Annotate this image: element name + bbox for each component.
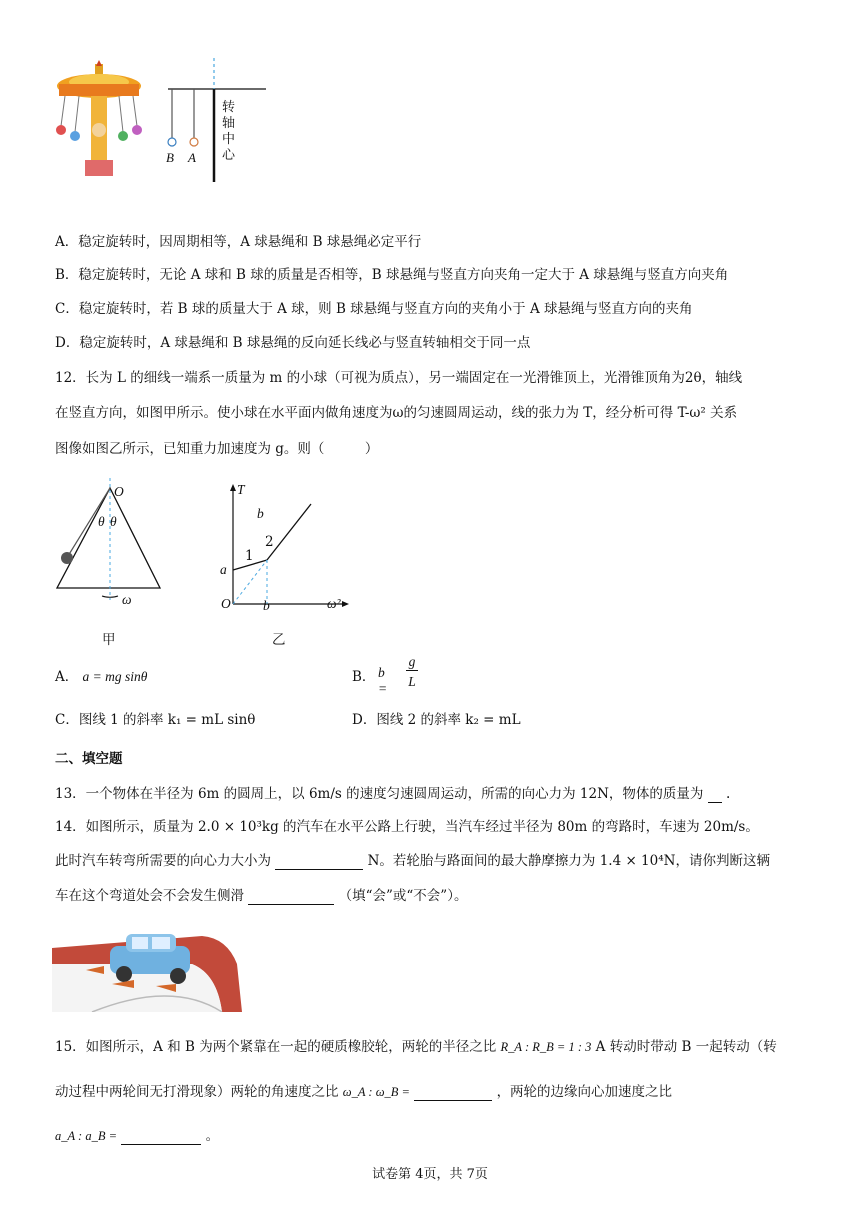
q13-text: 13．一个物体在半径为 6m 的圆周上，以 6m/s 的速度匀速圆周运动，所需的向心力为 12N，物体的质量为 [55, 786, 704, 802]
yi-label-b-top: b [257, 506, 264, 521]
q15-radius-ratio: R_A : R_B = 1 : 3 [500, 1040, 592, 1054]
q11-option-a: A．稳定旋转时，因周期相等，A 球悬绳和 B 球悬绳必定平行 [55, 234, 422, 250]
q14-line-3a: 车在这个弯道处会不会发生侧滑 [55, 888, 244, 904]
q14-force-blank[interactable] [275, 853, 363, 870]
q12-option-b-numerator: g [406, 654, 418, 671]
ball-a-label: A [188, 150, 196, 165]
q14-line-3b: （填“会”或“不会”）。 [338, 888, 468, 904]
yi-label-omega-squared: ω² [327, 596, 341, 611]
q14-slip-blank[interactable] [248, 888, 334, 905]
q14-line-2 [55, 849, 770, 870]
section-title: 二、填空题 [55, 751, 123, 767]
q12-line-3: 图像如图乙所示，已知重力加速度为 g。则（ ） [55, 441, 379, 457]
q15-angular-ratio: ω_A : ω_B = [342, 1085, 410, 1099]
q12-line-2: 在竖直方向，如图甲所示。使小球在水平面内做角速度为ω的匀速圆周运动，线的张力为 T，经分析可得 T-ω² 关系 [55, 405, 738, 421]
q14-line-2b: N。若轮胎与路面间的最大静摩擦力为 1.4 × 10⁴N，请你判断这辆 [367, 853, 770, 869]
jia-label-theta-left: θ [98, 514, 105, 529]
jia-label-o: O [114, 484, 124, 499]
yi-label-o: O [221, 596, 231, 611]
q14-line-2a: 此时汽车转弯所需要的向心力大小为 [55, 853, 271, 869]
q12-option-a-expr: a = mg sinθ [82, 669, 148, 684]
yi-label-a: a [220, 562, 227, 577]
q11-option-d: D．稳定旋转时，A 球悬绳和 B 球悬绳的反向延长线必与竖直转轴相交于同一点 [55, 335, 531, 351]
q15-accel-blank[interactable] [121, 1128, 201, 1145]
ball-b-label: B [166, 150, 174, 165]
q11-option-b: B．稳定旋转时，无论 A 球和 B 球的质量是否相等，B 球悬绳与竖直方向夹角一定大于 A 球悬绳与竖直方向夹角 [55, 267, 729, 283]
yi-label-b-axis: b [263, 598, 270, 613]
q12-option-d: D．图线 2 的斜率 k₂ = mL [352, 712, 521, 728]
figure-jia-caption: 甲 [102, 632, 116, 648]
pendulum-diagram [160, 58, 270, 183]
q12-option-b-denominator: L [408, 674, 416, 689]
q15-line-3 [55, 1124, 219, 1145]
page-footer: 试卷第 4页，共 7页 [372, 1167, 488, 1182]
q15-line-1 [55, 1035, 777, 1055]
jia-label-omega: ω [122, 592, 132, 607]
axis-label: 转轴中心 [222, 100, 236, 163]
yi-label-t: T [237, 482, 245, 497]
q12-line-1: 12．长为 L 的细线一端系一质量为 m 的小球（可视为质点），另一端固定在一光滑锥顶上，光滑锥顶角为2θ，轴线 [55, 370, 743, 386]
q13-end: . [725, 786, 731, 802]
q12-option-b-lhs: b = [378, 665, 388, 696]
q13 [55, 782, 730, 803]
q12-option-c: C．图线 1 的斜率 k₁ = mL sinθ [55, 712, 256, 728]
q14-line-3 [55, 884, 467, 905]
q15-line-2a: 动过程中两轮间无打滑现象）两轮的角速度之比 [55, 1084, 339, 1100]
swing-ride-image [55, 60, 143, 180]
q12-option-b-label: B． [352, 669, 376, 685]
q13-answer-blank[interactable] [708, 786, 722, 803]
q15-line-1a: 15．如图所示，A 和 B 为两个紧靠在一起的硬质橡胶轮，两轮的半径之比 [55, 1039, 497, 1055]
yi-label-2: 2 [265, 534, 274, 550]
jia-label-theta-right: θ [110, 514, 117, 529]
q15-line-2b: ，两轮的边缘向心加速度之比 [496, 1084, 673, 1100]
q15-line-3-end: 。 [205, 1128, 220, 1144]
yi-label-1: 1 [245, 548, 254, 564]
figure-yi-caption: 乙 [272, 632, 286, 648]
q14-line-1: 14．如图所示，质量为 2.0 × 10³kg 的汽车在水平公路上行驶，当汽车经过半径为 80m 的弯路时，车速为 20m/s。 [55, 819, 759, 835]
q15-line-1b: A 转动时带动 B 一起转动（转 [595, 1039, 777, 1055]
q15-line-2 [55, 1080, 672, 1101]
car-turning-image [52, 924, 242, 1012]
q12-option-a-label: A． [55, 669, 79, 685]
figure-jia-cone [52, 478, 167, 608]
q11-option-c: C．稳定旋转时，若 B 球的质量大于 A 球，则 B 球悬绳与竖直方向的夹角小于 A 球悬绳与竖直方向的夹角 [55, 301, 693, 317]
q15-accel-ratio: a_A : a_B = [55, 1129, 118, 1143]
q15-angular-blank[interactable] [414, 1084, 492, 1101]
figure-yi-graph [215, 482, 350, 612]
q12-option-a [55, 665, 147, 685]
